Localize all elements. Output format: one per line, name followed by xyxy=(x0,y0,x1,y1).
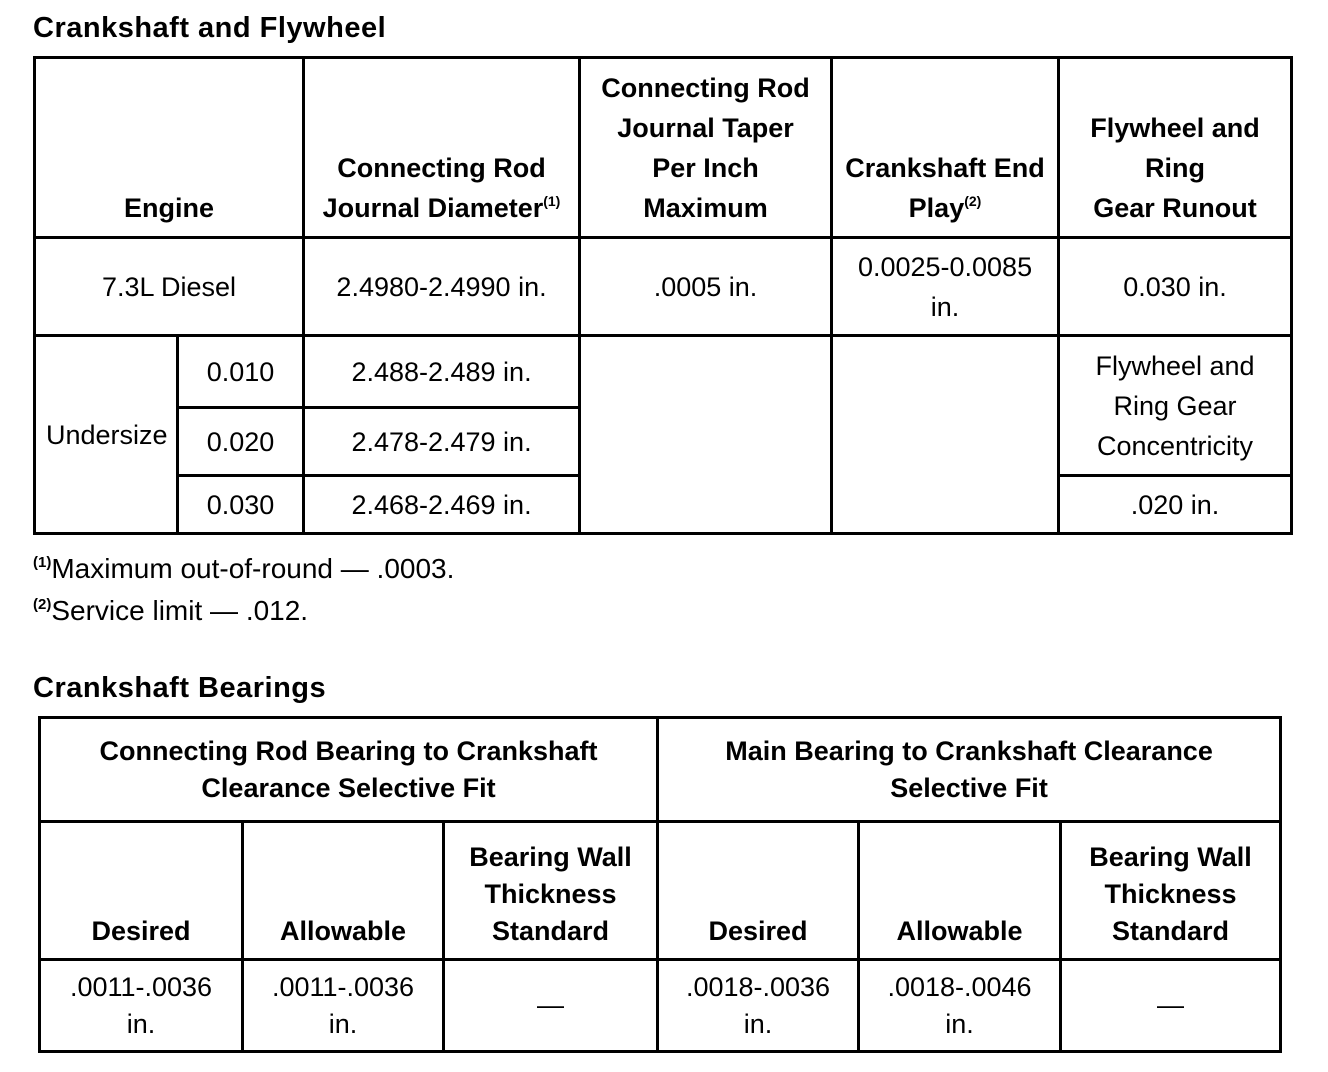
cell-rod-wall: — xyxy=(444,960,658,1052)
footnotes xyxy=(33,548,454,632)
cell-undersize-diameter: 2.488-2.489 in. xyxy=(304,336,580,408)
header-end-play: Crankshaft End Play$^{(2)}$ xyxy=(832,58,1059,238)
cell-main-wall: — xyxy=(1061,960,1281,1052)
cell-empty xyxy=(580,336,832,534)
cell-undersize-diameter: 2.478-2.479 in. xyxy=(304,408,580,476)
header-main-allowable: Allowable xyxy=(859,822,1061,960)
cell-rod-allowable: .0011-.0036 in. xyxy=(243,960,444,1052)
cell-main-allowable: .0018-.0046 in. xyxy=(859,960,1061,1052)
cell-runout: 0.030 in. xyxy=(1059,238,1292,336)
footnote-marker: (1) xyxy=(543,193,561,209)
table-header-row xyxy=(40,822,1281,960)
cell-concentricity-label: Flywheel and Ring Gear Concentricity xyxy=(1059,336,1292,476)
header-rod-bearing-group: Connecting Rod Bearing to Crankshaft Clearance Selective Fit xyxy=(40,718,658,822)
header-rod-journal-diameter: Connecting Rod Journal Diameter$^{(1)}$ xyxy=(304,58,580,238)
cell-endplay: 0.0025-0.0085 in. xyxy=(832,238,1059,336)
header-rod-wall-thickness: Bearing Wall Thickness Standard xyxy=(444,822,658,960)
header-runout: Flywheel and Ring Gear Runout xyxy=(1059,58,1292,238)
cell-undersize-size: 0.030 xyxy=(178,476,304,534)
footnote-marker: (2) xyxy=(964,193,982,209)
crankshaft-flywheel-table xyxy=(33,56,1293,535)
section-title-crankshaft-bearings: Crankshaft Bearings xyxy=(33,672,327,704)
table-row xyxy=(35,336,1292,408)
cell-taper: .0005 in. xyxy=(580,238,832,336)
cell-engine: 7.3L Diesel xyxy=(35,238,304,336)
cell-empty xyxy=(832,336,1059,534)
crankshaft-bearings-table xyxy=(38,716,1282,1053)
cell-undersize-size: 0.010 xyxy=(178,336,304,408)
cell-undersize-size: 0.020 xyxy=(178,408,304,476)
footnote-1: $^{(1)}$Maximum out-of-round — .0003. xyxy=(33,553,455,584)
cell-undersize-diameter: 2.468-2.469 in. xyxy=(304,476,580,534)
cell-rod-desired: .0011-.0036 in. xyxy=(40,960,243,1052)
cell-undersize-label: Undersize xyxy=(35,336,178,534)
footnote-2: $^{(2)}$Service limit — .012. xyxy=(33,595,309,626)
header-engine: Engine xyxy=(35,58,304,238)
section-title-crankshaft-flywheel: Crankshaft and Flywheel xyxy=(33,12,387,44)
header-main-desired: Desired xyxy=(658,822,859,960)
table-header-row xyxy=(35,58,1292,238)
table-header-row xyxy=(40,718,1281,822)
table-row xyxy=(40,960,1281,1052)
header-main-wall-thickness: Bearing Wall Thickness Standard xyxy=(1061,822,1281,960)
cell-diameter: 2.4980-2.4990 in. xyxy=(304,238,580,336)
header-main-bearing-group: Main Bearing to Crankshaft Clearance Selective Fit xyxy=(658,718,1281,822)
header-rod-allowable: Allowable xyxy=(243,822,444,960)
cell-main-desired: .0018-.0036 in. xyxy=(658,960,859,1052)
table-row xyxy=(35,238,1292,336)
header-journal-taper: Connecting Rod Journal Taper Per Inch Maximum xyxy=(580,58,832,238)
header-rod-desired: Desired xyxy=(40,822,243,960)
cell-concentricity-value: .020 in. xyxy=(1059,476,1292,534)
